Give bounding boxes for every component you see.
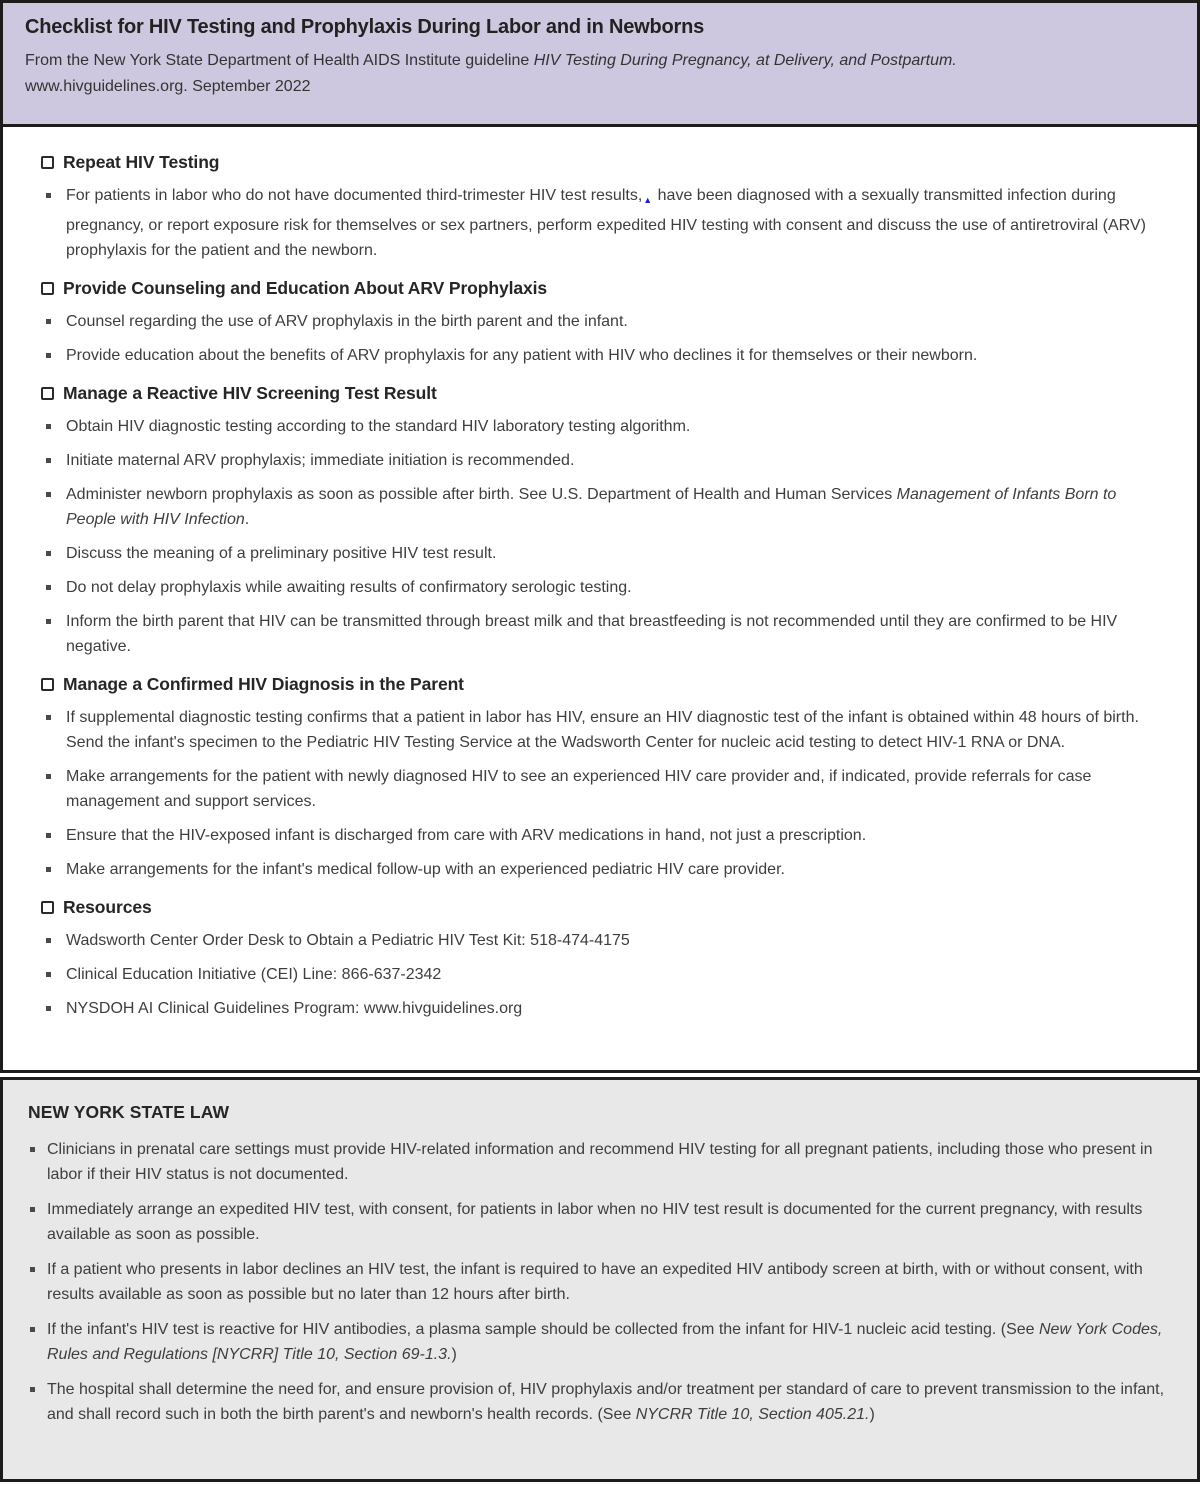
list-item-text bbox=[66, 962, 441, 987]
bullet-icon bbox=[46, 353, 51, 358]
list-item-text bbox=[66, 823, 866, 848]
text-segment: NYSDOH AI Clinical Guidelines Program: www.hivguidelines.org bbox=[66, 1000, 523, 1017]
bullet-icon bbox=[30, 1147, 35, 1152]
list-item bbox=[41, 928, 1167, 953]
bullet-icon bbox=[46, 938, 51, 943]
list-item-text bbox=[47, 1137, 1167, 1187]
text-segment: ) bbox=[451, 1346, 457, 1363]
list-item bbox=[28, 1137, 1167, 1187]
bullet-icon bbox=[46, 867, 51, 872]
list-item-text bbox=[47, 1257, 1167, 1307]
list-item bbox=[41, 764, 1167, 814]
bullet-icon bbox=[46, 319, 51, 324]
checkbox-icon bbox=[41, 678, 54, 691]
list-item bbox=[41, 575, 1167, 600]
text-segment: . bbox=[244, 511, 250, 528]
list-item bbox=[41, 448, 1167, 473]
list-item bbox=[28, 1377, 1167, 1427]
text-segment: Clinicians in prenatal care settings must provide HIV-related information and recommend HIV testing for all pregnant patients, including those who present in labor if their HIV status is not documented. bbox=[47, 1141, 1153, 1183]
list-item-text bbox=[66, 575, 632, 600]
section-heading bbox=[41, 897, 1167, 918]
state-law-heading: NEW YORK STATE LAW bbox=[28, 1102, 230, 1122]
state-law-items bbox=[28, 1137, 1167, 1427]
list-item-text bbox=[66, 183, 1167, 263]
list-item bbox=[41, 609, 1167, 659]
list-item bbox=[41, 962, 1167, 987]
document-source-line bbox=[25, 48, 1175, 100]
checkbox-icon bbox=[41, 387, 54, 400]
list-item bbox=[41, 183, 1167, 263]
checklist-sections bbox=[41, 152, 1167, 1021]
section-heading-label: Manage a Reactive HIV Screening Test Result bbox=[63, 383, 437, 403]
bullet-icon bbox=[46, 193, 51, 198]
bullet-icon bbox=[46, 774, 51, 779]
list-item bbox=[41, 996, 1167, 1021]
list-item-text bbox=[66, 482, 1167, 532]
list-item bbox=[41, 857, 1167, 882]
checkbox-icon bbox=[41, 901, 54, 914]
list-item bbox=[41, 705, 1167, 755]
list-item-text bbox=[66, 541, 496, 566]
section-heading bbox=[41, 152, 1167, 173]
list-item bbox=[41, 343, 1167, 368]
list-item bbox=[28, 1197, 1167, 1247]
state-law-section bbox=[0, 1077, 1200, 1482]
list-item bbox=[41, 541, 1167, 566]
list-item bbox=[41, 482, 1167, 532]
bullet-icon bbox=[46, 551, 51, 556]
subtitle-prefix: From the New York State Department of Health AIDS Institute guideline bbox=[25, 52, 534, 69]
list-item-text bbox=[66, 609, 1167, 659]
section-heading-label: Repeat HIV Testing bbox=[63, 152, 220, 172]
section-heading-label: Resources bbox=[63, 897, 152, 917]
text-segment: Clinical Education Initiative (CEI) Line: 866-637-2342 bbox=[66, 966, 442, 983]
list-item-text bbox=[66, 309, 628, 334]
bullet-icon bbox=[46, 458, 51, 463]
list-item-text bbox=[47, 1377, 1167, 1427]
text-segment: Obtain HIV diagnostic testing according to the standard HIV laboratory testing algorithm. bbox=[66, 418, 691, 435]
bullet-icon bbox=[46, 1006, 51, 1011]
section-heading bbox=[41, 674, 1167, 695]
text-segment: Counsel regarding the use of ARV prophylaxis in the birth parent and the infant. bbox=[66, 313, 628, 330]
list-item bbox=[41, 309, 1167, 334]
text-segment: Provide education about the benefits of ARV prophylaxis for any patient with HIV who declines it for themselves or their newborn. bbox=[66, 347, 978, 364]
text-segment: If a patient who presents in labor declines an HIV test, the infant is required to have an expedited HIV antibody screen at birth, with or without consent, with results available as soon as possible but no later than 12 hours after birth. bbox=[47, 1261, 1143, 1303]
bullet-icon bbox=[46, 585, 51, 590]
bullet-icon bbox=[30, 1207, 35, 1212]
bullet-icon bbox=[30, 1387, 35, 1392]
page-title: Checklist for HIV Testing and Prophylaxis During Labor and in Newborns bbox=[25, 16, 705, 38]
italic-citation: NYCRR Title 10, Section 405.21. bbox=[635, 1406, 870, 1423]
text-segment: Administer newborn prophylaxis as soon as possible after birth. See U.S. Department of Health and Human Services bbox=[66, 486, 897, 503]
list-item-text bbox=[66, 705, 1167, 755]
list-item-text bbox=[47, 1317, 1167, 1367]
text-segment: Wadsworth Center Order Desk to Obtain a Pediatric HIV Test Kit: 518-474-4175 bbox=[66, 932, 630, 949]
bullet-icon bbox=[46, 972, 51, 977]
list-item-text bbox=[66, 343, 977, 368]
checkbox-icon bbox=[41, 282, 54, 295]
italic-citation: Management of Infants Born to People with HIV Infection bbox=[66, 486, 1117, 528]
list-item-text bbox=[66, 928, 630, 953]
bullet-icon bbox=[30, 1327, 35, 1332]
text-segment: Ensure that the HIV-exposed infant is discharged from care with ARV medications in hand, not just a prescription. bbox=[66, 827, 867, 844]
text-segment: For patients in labor who do not have documented third-trimester HIV test results, bbox=[66, 187, 643, 204]
bullet-icon bbox=[46, 715, 51, 720]
text-segment: Immediately arrange an expedited HIV test, with consent, for patients in labor when no HIV test result is documented for the current pregnancy, with results available as soon as possible. bbox=[47, 1201, 1143, 1243]
section-heading-label: Provide Counseling and Education About ARV Prophylaxis bbox=[63, 278, 548, 298]
list-item-text bbox=[66, 414, 690, 439]
text-segment: Discuss the meaning of a preliminary positive HIV test result. bbox=[66, 545, 497, 562]
bullet-icon bbox=[46, 492, 51, 497]
list-item-text bbox=[66, 764, 1167, 814]
text-segment: Initiate maternal ARV prophylaxis; immediate initiation is recommended. bbox=[66, 452, 575, 469]
text-segment: ) bbox=[869, 1406, 875, 1423]
text-segment: Make arrangements for the patient with newly diagnosed HIV to see an experienced HIV care provider and, if indicated, provide referrals for case management and support services. bbox=[66, 768, 1092, 810]
italic-citation: New York Codes, Rules and Regulations [NYCRR] Title 10, Section 69-1.3. bbox=[47, 1321, 1163, 1363]
text-segment: Inform the birth parent that HIV can be transmitted through breast milk and that breastfeeding is not recommended until they are confirmed to be HIV negative. bbox=[66, 613, 1118, 655]
subtitle-url-date: www.hivguidelines.org. September 2022 bbox=[25, 78, 311, 95]
checkbox-icon bbox=[41, 156, 54, 169]
list-item-text bbox=[66, 448, 574, 473]
bullet-icon bbox=[30, 1267, 35, 1272]
text-segment: Do not delay prophylaxis while awaiting results of confirmatory serologic testing. bbox=[66, 579, 632, 596]
guideline-title-italic: HIV Testing During Pregnancy, at Delivery, and Postpartum. bbox=[533, 52, 957, 69]
list-item-text bbox=[66, 996, 522, 1021]
section-heading-label: Manage a Confirmed HIV Diagnosis in the Parent bbox=[63, 674, 464, 694]
text-segment: have been diagnosed with a sexually transmitted infection during pregnancy, or report exposure risk for themselves or sex partners, perform expedited HIV testing with consent and discuss the use of antiretroviral (ARV) prophylaxis for the patient and the newborn. bbox=[66, 187, 1146, 259]
section-heading bbox=[41, 383, 1167, 404]
text-segment: If the infant's HIV test is reactive for HIV antibodies, a plasma sample should be collected from the infant for HIV-1 nucleic acid testing. (See bbox=[47, 1321, 1039, 1338]
list-item bbox=[41, 414, 1167, 439]
bullet-icon bbox=[46, 424, 51, 429]
insertion-caret-icon: ▲ bbox=[643, 195, 653, 205]
list-item-text bbox=[47, 1197, 1167, 1247]
section-heading bbox=[41, 278, 1167, 299]
list-item bbox=[28, 1257, 1167, 1307]
bullet-icon bbox=[46, 619, 51, 624]
text-segment: The hospital shall determine the need for, and ensure provision of, HIV prophylaxis and/or treatment per standard of care to prevent transmission to the infant, and shall record such in both the birth parent's and newborn's health records. (See bbox=[47, 1381, 1165, 1423]
text-segment: Make arrangements for the infant's medical follow-up with an experienced pediatric HIV care provider. bbox=[66, 861, 785, 878]
list-item bbox=[41, 823, 1167, 848]
list-item bbox=[28, 1317, 1167, 1367]
checklist-body bbox=[0, 124, 1200, 1073]
text-segment: If supplemental diagnostic testing confirms that a patient in labor has HIV, ensure an HIV diagnostic test of the infant is obtained within 48 hours of birth. Send the infant's specimen to the Pediatric HIV Testing Service at the Wadsworth Center for nucleic acid testing to detect HIV-1 RNA or DNA. bbox=[66, 709, 1139, 751]
bullet-icon bbox=[46, 833, 51, 838]
document-header bbox=[0, 0, 1200, 127]
list-item-text bbox=[66, 857, 785, 882]
